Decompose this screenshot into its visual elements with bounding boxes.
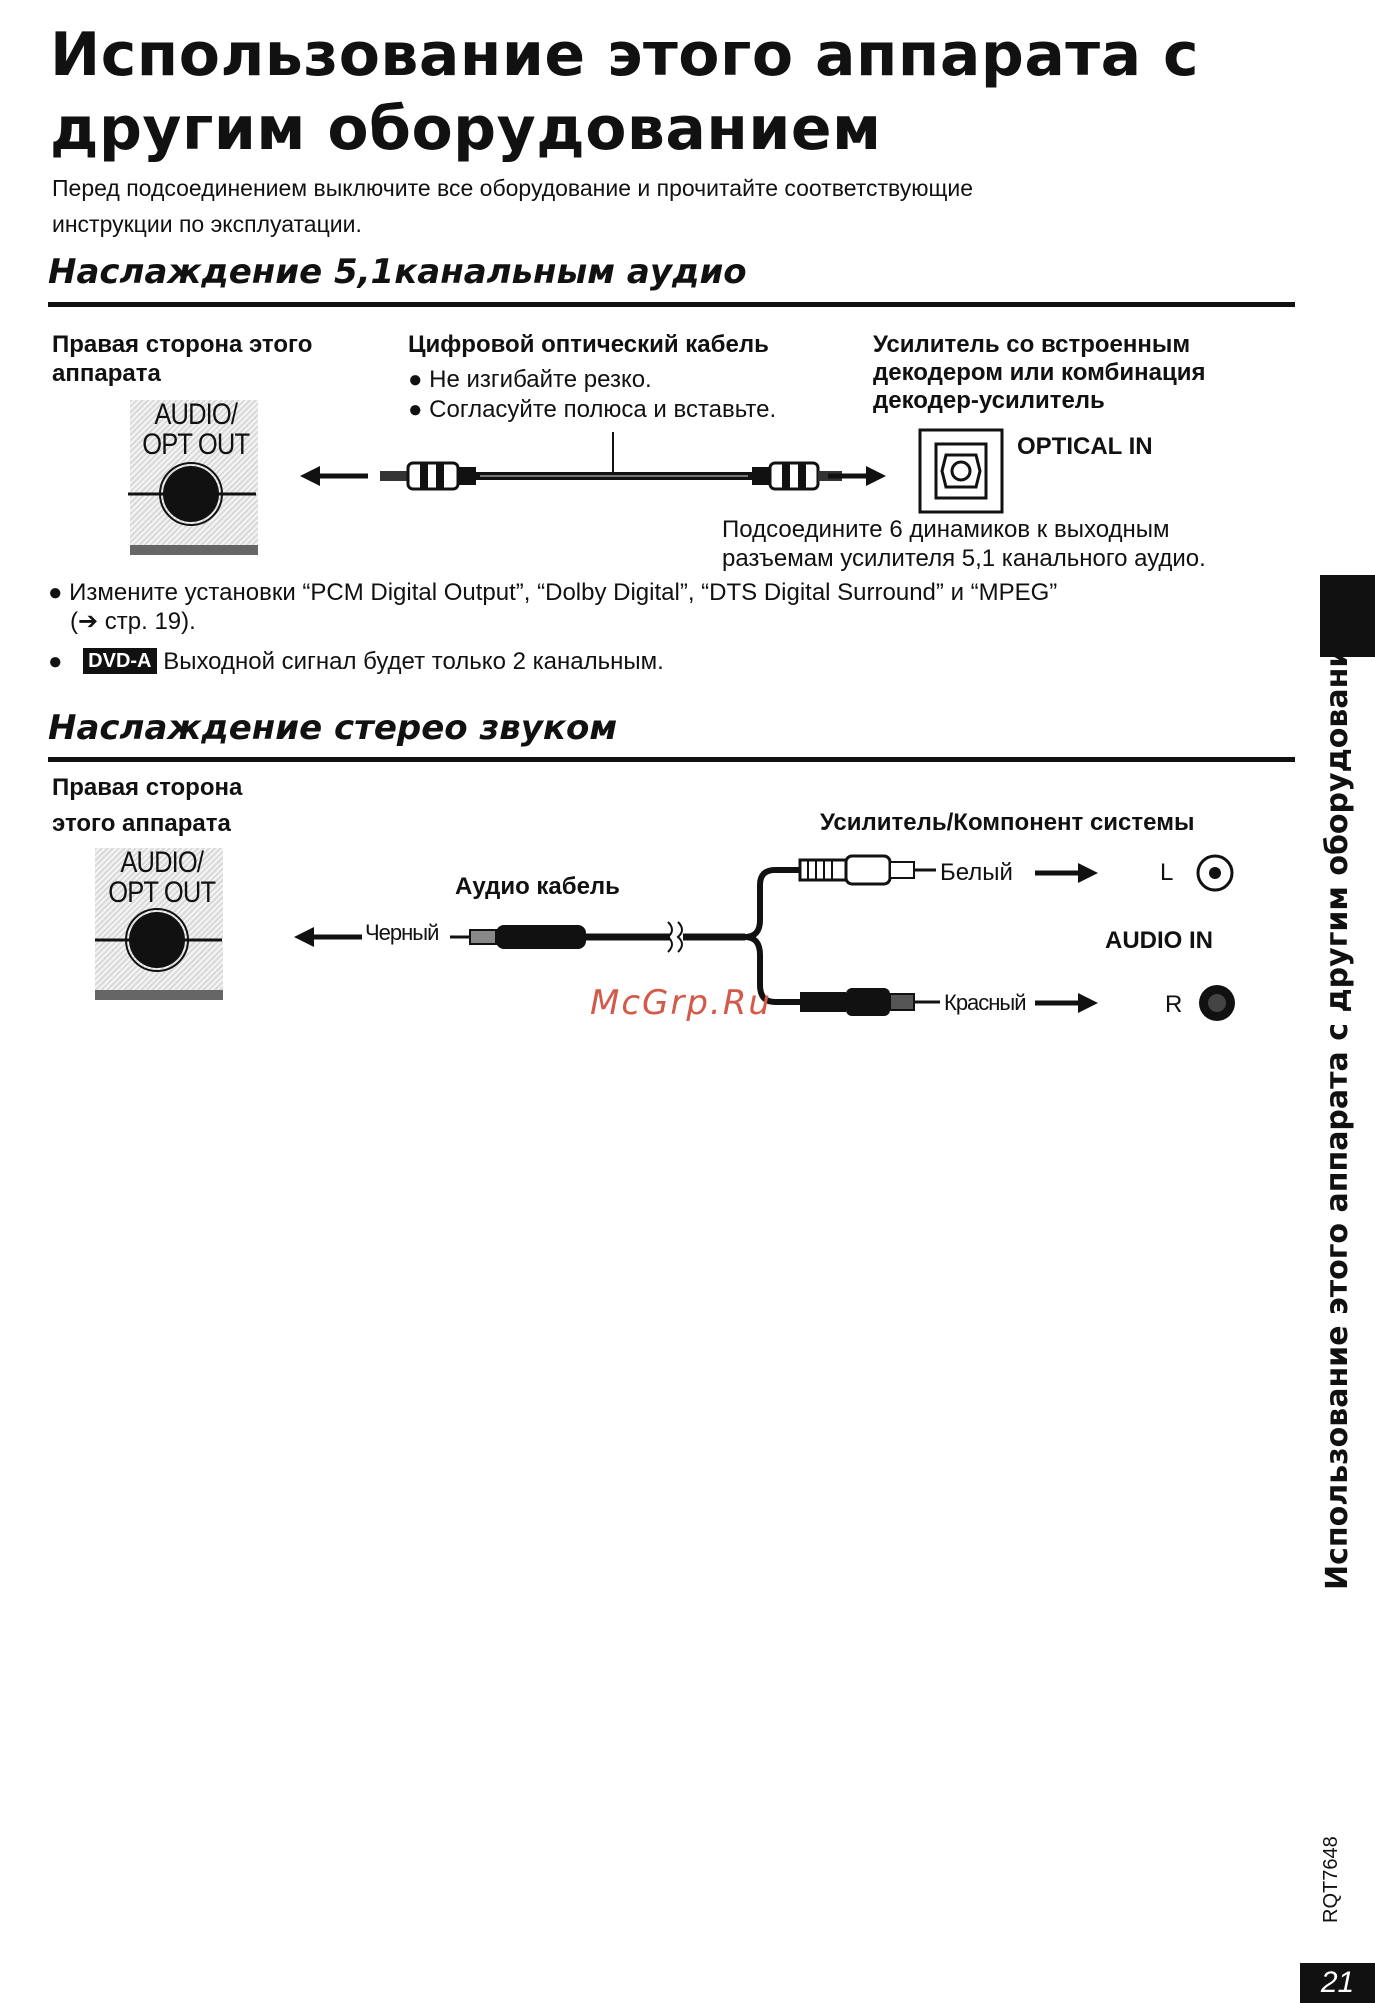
red-arrow [1035, 993, 1098, 1013]
section1-cable-note2: ● Согласуйте полюса и вставьте. [408, 396, 777, 423]
section1-cable-note1: ● Не изгибайте резко. [408, 366, 652, 393]
section2-port-label-line2: OPT OUT [108, 876, 216, 909]
page-title-line1: Использование этого аппарата с [50, 20, 1200, 90]
section1-cable-title: Цифровой оптический кабель [408, 331, 769, 358]
page-title-line2: другим оборудованием [50, 94, 882, 164]
left-input-jack [1198, 856, 1232, 890]
section1-bullet2-text: Выходной сигнал будет только 2 канальным. [163, 648, 664, 675]
section2-amp-title: Усилитель/Компонент системы [820, 809, 1195, 836]
section1-unit-side-line2: аппарата [52, 360, 161, 387]
black-label: Черный [365, 920, 439, 945]
right-channel-label: R [1165, 991, 1183, 1018]
intro-line2: инструкции по эксплуатации. [52, 211, 362, 237]
section2-opt-out-jack [95, 909, 222, 971]
side-tab-text: Использование этого аппарата с другим оборудованием [1320, 601, 1355, 1590]
white-arrow [1035, 863, 1098, 883]
speakers-note-line1: Подсоедините 6 динамиков к выходным [722, 516, 1170, 543]
left-channel-label: L [1160, 859, 1174, 886]
watermark: McGrp.Ru [590, 983, 772, 1023]
bullet-marker: ● [48, 648, 63, 675]
right-input-jack [1199, 985, 1235, 1021]
intro-line1: Перед подсоединением выключите все оборудование и прочитайте соответствующие [52, 175, 974, 201]
white-label: Белый [940, 859, 1013, 886]
section1-amp-title-line3: декодер-усилитель [873, 387, 1105, 414]
section2-port-label-line1: AUDIO/ [120, 846, 204, 879]
section1-port-label-line2: OPT OUT [142, 428, 250, 461]
dvd-a-badge: DVD-A [83, 648, 156, 674]
section2-unit-side-line1: Правая сторона [52, 774, 243, 801]
doc-code: RQT7648 [1320, 1836, 1342, 1923]
audio-in-label: AUDIO IN [1105, 927, 1213, 954]
optical-in-label: OPTICAL IN [1017, 433, 1153, 460]
speakers-note-line2: разъемам усилителя 5,1 канального аудио. [722, 545, 1206, 572]
page-number: 21 [1300, 1963, 1375, 2003]
section1-bullet1-line1: ● Измените установки “PCM Digital Output”, “Dolby Digital”, “DTS Digital Surround” и “MPEG” [48, 579, 1058, 606]
section1-unit-side-line1: Правая сторона этого [52, 331, 313, 358]
section1-port-label-line1: AUDIO/ [154, 398, 238, 431]
section2-left-arrow [294, 927, 362, 947]
section2-unit-side-line2: этого аппарата [52, 810, 231, 837]
section1-amp-title-line2: декодером или комбинация [873, 359, 1206, 386]
section1-bullet1-line2: (➔ стр. 19). [70, 608, 196, 635]
section1-amp-title-line1: Усилитель со встроенным [873, 331, 1191, 358]
section1-heading: Наслаждение 5,1канальным аудио [48, 252, 747, 292]
red-label: Красный [944, 990, 1026, 1015]
section2-heading: Наслаждение стерео звуком [48, 708, 618, 748]
audio-cable-title: Аудио кабель [455, 873, 620, 900]
